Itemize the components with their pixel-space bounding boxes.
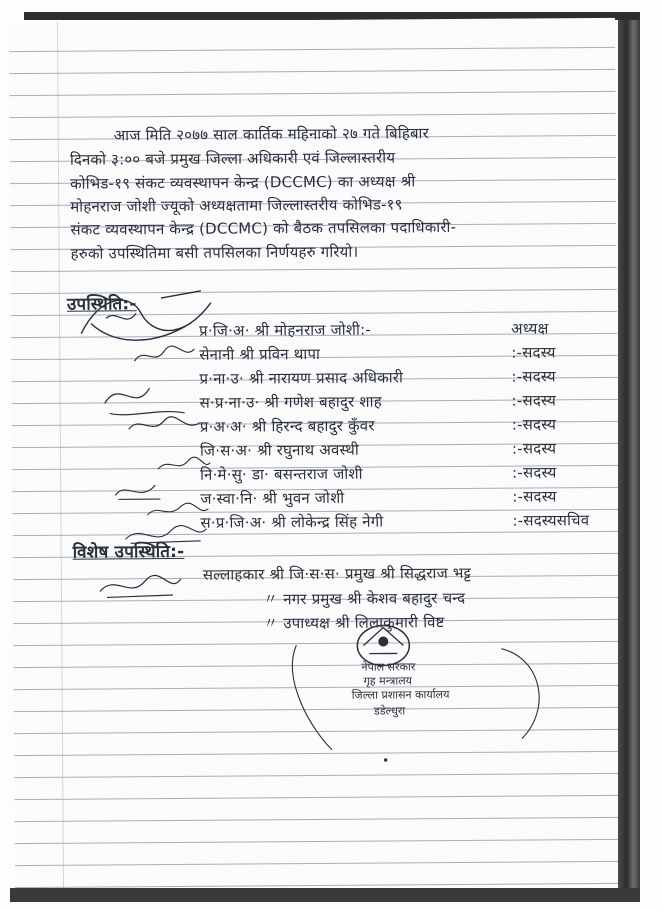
special-attendee-3: 〃 उपाध्यक्ष श्री लिलाकुमारी विष्ट [263, 613, 445, 633]
attendee-role-8: :-सदस्य [512, 487, 557, 506]
attendee-role-6: :-सदस्य [511, 439, 557, 458]
minutes-line-5: संकट व्यवस्थापन केन्द्र (DCCMC) को बैठक तपसिलका पदाधिकारी- [70, 218, 457, 239]
notebook-page [9, 18, 621, 890]
minutes-line-1: आज मिति २०७७ साल कार्तिक महिनाको २७ गते बिहिबार [113, 124, 429, 145]
attendee-role-4: :-सदस्य [511, 391, 557, 410]
attendee-name-6: जि·स·अ· श्री रघुनाथ अवस्थी [199, 440, 359, 460]
minutes-line-6: हरुको उपस्थितिमा बसी तपसिलका निर्णयहरु गरियो। [70, 242, 359, 263]
scanner-edge-right [618, 20, 640, 902]
member-signature-4 [124, 411, 204, 440]
attendee-name-9: स·प्र·जि·अ· श्री लोकेन्द्र सिंह नेगी [200, 512, 384, 532]
minutes-line-2: दिनको ३:०० बजे प्रमुख जिल्ला अधिकारी एवं जिल्लास्तरीय [69, 148, 396, 169]
attendee-role-3: :-सदस्य [511, 367, 556, 386]
attendee-name-1: प्र·जि·अ· श्री मोहनराज जोशी:- [199, 320, 371, 340]
special-attendee-signature [95, 569, 185, 604]
special-attendee-2: 〃 नगर प्रमुख श्री केशव बहादुर चन्द [262, 588, 466, 609]
seal-line-3: जिल्ला प्रशासन कार्यालय [351, 688, 450, 702]
member-signature-9 [120, 521, 210, 550]
stray-mark: • [382, 753, 390, 768]
attendee-role-1: अध्यक्ष [511, 319, 549, 338]
attendee-name-7: नि·मे·सु· डा· बसन्तराज जोशी [200, 464, 363, 484]
special-attendee-1: सल्लाहकार श्री जि·स·स· प्रमुख श्री सिद्धराज भट्ट [202, 563, 472, 584]
seal-line-1: नेपाल सरकार [361, 660, 416, 674]
attendee-role-7: :-सदस्य [512, 463, 557, 482]
seal-line-4: डडेल्धुरा [373, 704, 406, 718]
attendee-name-8: ज·स्वा·नि· श्री भुवन जोशी [200, 488, 345, 508]
attendee-name-2: सेनानी श्री प्रविन थापा [199, 344, 321, 364]
member-signature-2 [129, 341, 199, 371]
scanner-edge-bottom [10, 888, 640, 902]
seal-line-2: गृह मन्त्रालय [363, 674, 413, 688]
special-attendance-heading: विशेष उपस्थिति:- [72, 541, 185, 563]
attendee-name-5: प्र·अ·अ· श्री हिरन्द बहादुर कुँवर [199, 416, 375, 436]
attendee-name-3: प्र·ना·उ· श्री नारायण प्रसाद अधिकारी [199, 368, 404, 388]
minutes-line-4: मोहनराज जोशी ज्यूको अध्यक्षतामा जिल्लास्तरीय कोभिड-१९ [70, 195, 403, 216]
attendee-role-2: :-सदस्य [511, 343, 556, 362]
attendee-role-9: :-सदस्यसचिव [512, 511, 590, 530]
attendee-role-5: :-सदस्य [511, 415, 557, 434]
member-signature-8 [142, 499, 212, 523]
pen-stroke-marks [271, 638, 602, 760]
attendance-heading: उपस्थिति:- [66, 294, 137, 315]
minutes-line-3: कोभिड-१९ संकट व्यवस्थापन केन्द्र (DCCMC) का अध्यक्ष श्री [70, 172, 416, 193]
attendee-name-4: स·प्र·ना·उ· श्री गणेश बहादुर शाह [199, 392, 382, 412]
member-signature-6 [154, 453, 214, 477]
